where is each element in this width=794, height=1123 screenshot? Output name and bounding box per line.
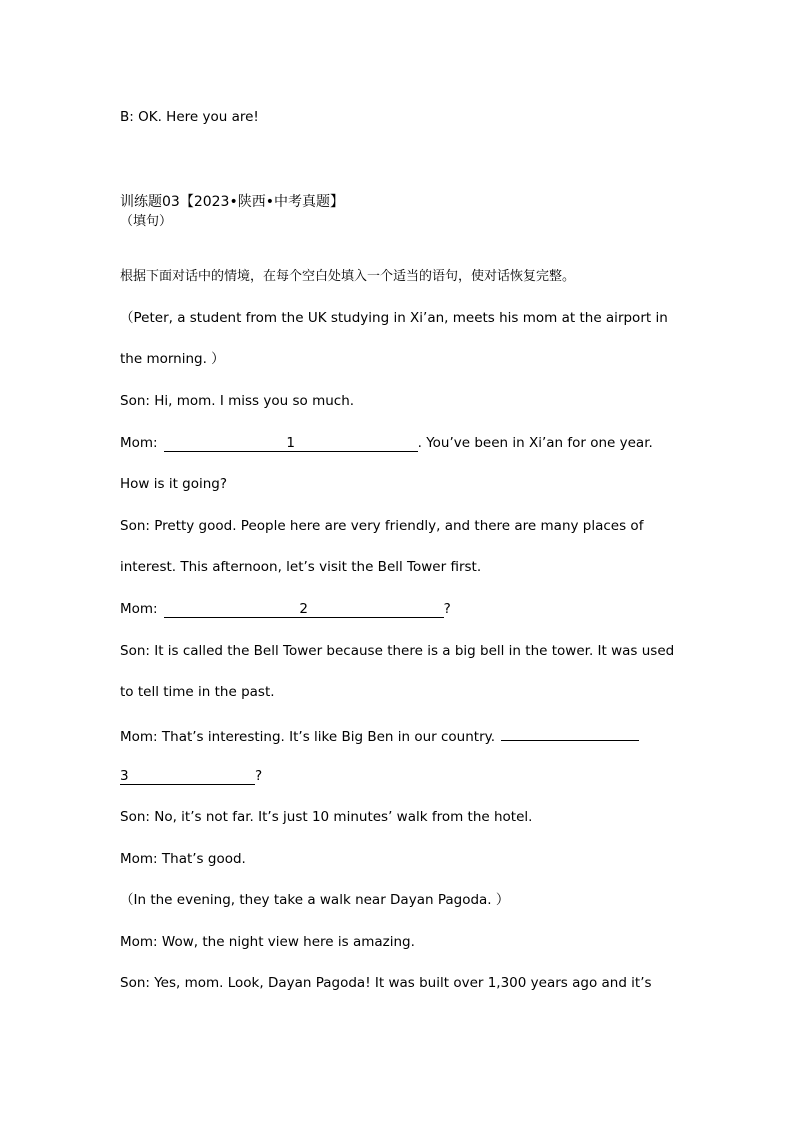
dialogue-line: Mom: That’s good. <box>120 851 246 867</box>
dialogue-line: to tell time in the past. <box>120 684 275 700</box>
dialogue-line: Son: Hi, mom. I miss you so much. <box>120 393 355 409</box>
dialogue-line: Son: Yes, mom. Look, Dayan Pagoda! It was built over 1,300 years ago and it’s <box>120 975 652 991</box>
line-text: ? <box>443 601 451 617</box>
answer-blank-3[interactable]: 3 <box>120 769 255 785</box>
dialogue-line-blank-1 <box>120 434 653 452</box>
exercise-type: （填句） <box>120 214 173 229</box>
dialogue-line: Son: It is called the Bell Tower because there is a big bell in the tower. It was used <box>120 643 675 659</box>
dialogue-line-blank-2 <box>120 600 451 618</box>
answer-blank-3-start[interactable] <box>501 725 639 741</box>
scene-description-cont: the morning. ） <box>120 351 225 367</box>
exercise-title: 训练题03【2023•陕西•中考真题】 <box>120 194 344 210</box>
dialogue-line: Mom: Wow, the night view here is amazing. <box>120 934 415 950</box>
dialogue-line: Son: No, it’s not far. It’s just 10 minutes’ walk from the hotel. <box>120 809 533 825</box>
scene-description: （In the evening, they take a walk near Dayan Pagoda. ） <box>120 892 510 908</box>
line-text: . You’ve been in Xi’an for one year. <box>417 435 653 451</box>
line-text: Mom: That’s interesting. It’s like Big Ben in our country. <box>120 729 495 745</box>
line-text: ? <box>255 768 263 784</box>
dialogue-line-blank-3-cont <box>120 767 262 785</box>
exercise-instruction: 根据下面对话中的情境，在每个空白处填入一个适当的语句，使对话恢复完整。 <box>120 269 576 284</box>
speaker: Mom: <box>120 601 158 617</box>
dialogue-line-blank-3 <box>120 725 639 746</box>
dialogue-line: B: OK. Here you are! <box>120 109 259 125</box>
dialogue-line: Son: Pretty good. People here are very friendly, and there are many places of <box>120 518 644 534</box>
scene-description: （Peter, a student from the UK studying in Xi’an, meets his mom at the airport in <box>120 310 668 326</box>
answer-blank-1[interactable]: 1 <box>164 436 418 452</box>
dialogue-line: How is it going? <box>120 476 228 492</box>
dialogue-line: interest. This afternoon, let’s visit the Bell Tower first. <box>120 559 482 575</box>
speaker: Mom: <box>120 435 158 451</box>
answer-blank-2[interactable]: 2 <box>164 602 444 618</box>
